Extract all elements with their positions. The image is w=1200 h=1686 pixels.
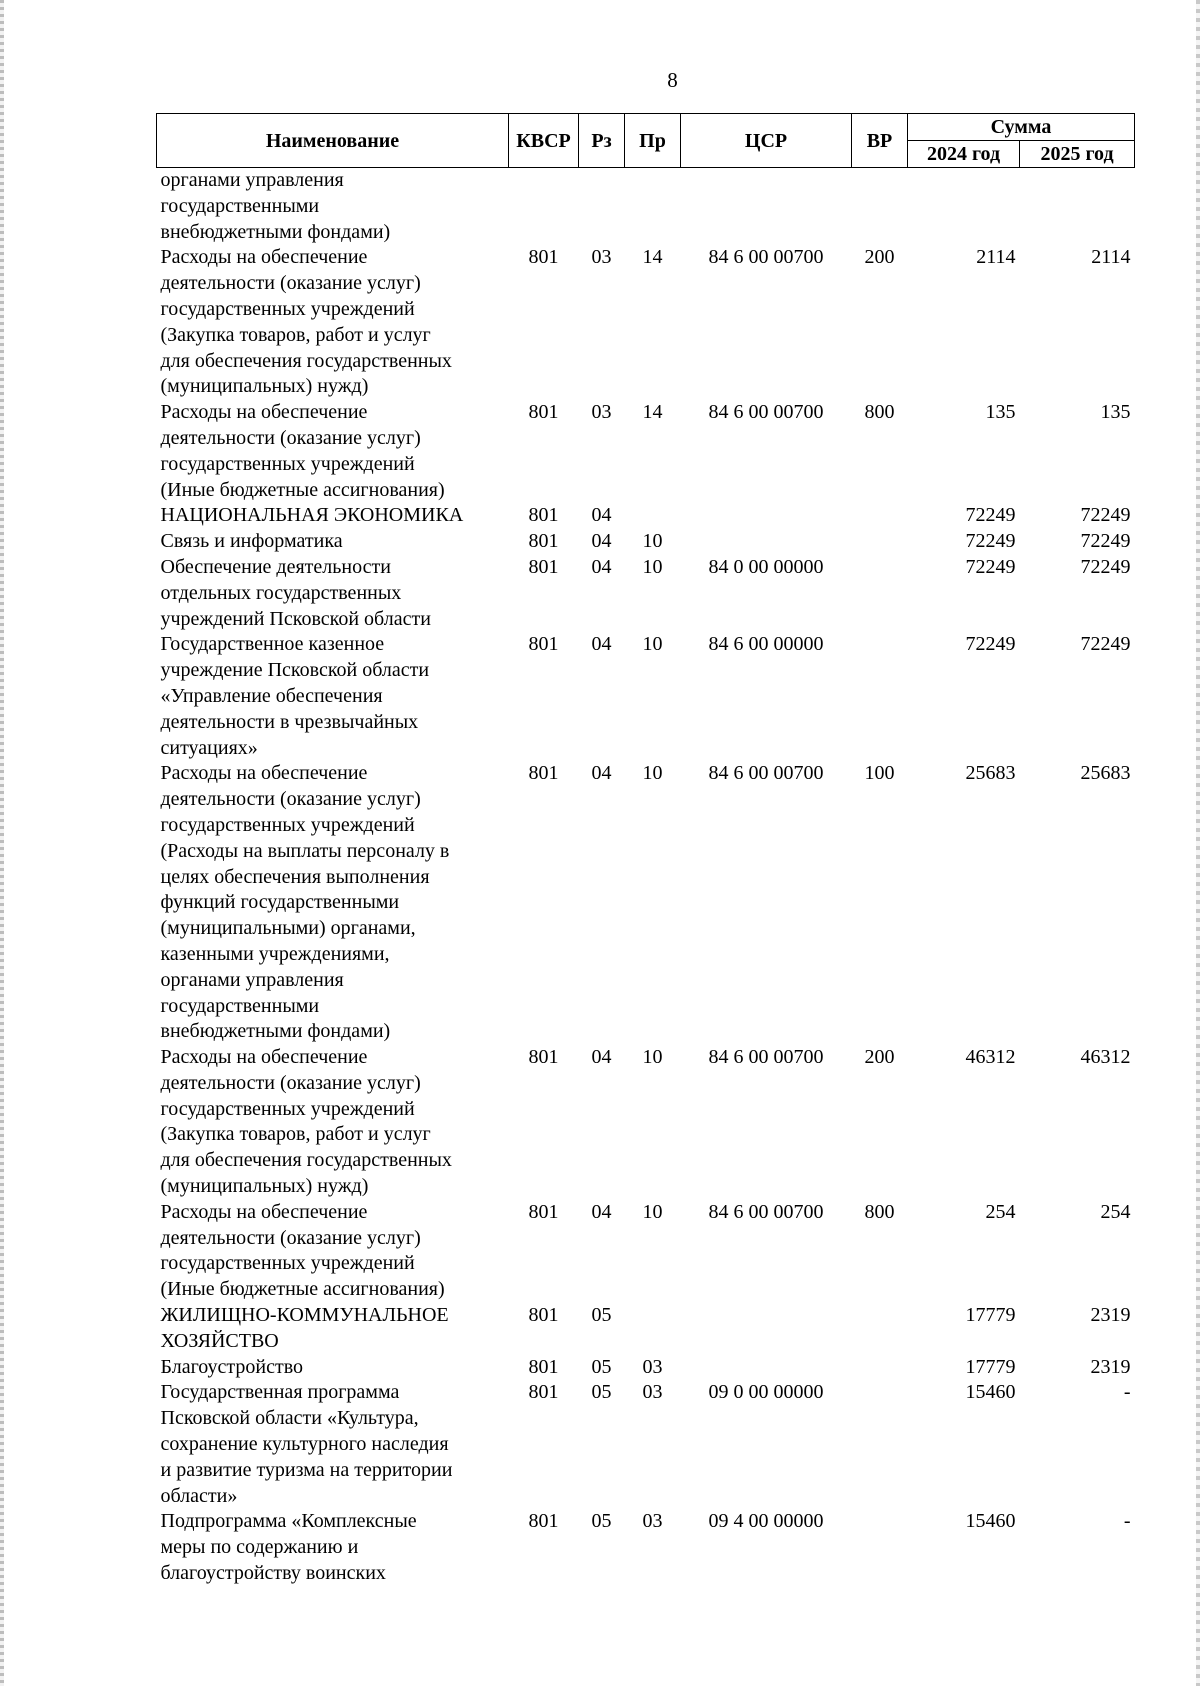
table-row: [157, 1200, 1135, 1303]
cell-name: Благоустройство: [160, 1355, 304, 1378]
cell-sum-2025: 2114: [1091, 246, 1131, 269]
cell-vr: 800: [864, 401, 895, 424]
budget-table: [156, 113, 1135, 1587]
cell-sum-2025: 2319: [1090, 1355, 1131, 1378]
cell-pr: 10: [642, 1046, 663, 1069]
cell-sum-2025: 72249: [1080, 504, 1131, 527]
cell-vr: [852, 503, 908, 529]
table-header: [157, 114, 1135, 168]
cell-rz: 04: [591, 762, 612, 785]
header-vr: ВР: [852, 114, 908, 168]
cell-name: ЖИЛИЩНО-КОММУНАЛЬНОЕ ХОЗЯЙСТВО: [160, 1304, 449, 1352]
cell-vr: [852, 555, 908, 632]
cell-rz: 04: [591, 633, 612, 656]
cell-pr: [625, 168, 681, 246]
cell-name: Расходы на обеспечение деятельности (оказание услуг) государственных учреждений (Закупка товаров, работ и услуг для обеспечения государственных (муниципальных) нужд): [160, 246, 452, 398]
table-row: [157, 761, 1135, 1045]
cell-sum-2024: [908, 168, 1020, 246]
cell-rz: 03: [591, 246, 612, 269]
cell-kvsr: 801: [528, 504, 559, 527]
cell-sum-2025: -: [1123, 1381, 1131, 1404]
cell-pr: 10: [642, 555, 663, 578]
cell-vr: [852, 1380, 908, 1509]
cell-csr: 84 6 00 00700: [708, 246, 824, 269]
header-year-2024: 2024 год: [908, 141, 1020, 168]
scan-edge-left: [0, 0, 4, 1686]
cell-sum-2025: -: [1123, 1510, 1131, 1533]
cell-csr: [681, 1303, 852, 1355]
cell-sum-2025: 254: [1100, 1200, 1131, 1223]
cell-rz: 05: [591, 1355, 612, 1378]
cell-sum-2025: 46312: [1080, 1046, 1131, 1069]
table-row: [157, 168, 1135, 246]
cell-csr: 84 6 00 00700: [708, 1046, 824, 1069]
cell-rz: [579, 168, 625, 246]
cell-pr: 10: [642, 633, 663, 656]
cell-sum-2024: 17779: [965, 1355, 1016, 1378]
cell-kvsr: 801: [528, 401, 559, 424]
cell-csr: [681, 529, 852, 555]
cell-csr: 84 6 00 00700: [708, 1200, 824, 1223]
cell-kvsr: 801: [528, 1304, 559, 1327]
cell-kvsr: [509, 168, 579, 246]
cell-kvsr: 801: [528, 246, 559, 269]
header-csr: ЦСР: [681, 114, 852, 168]
cell-rz: 04: [591, 504, 612, 527]
cell-csr: 84 0 00 00000: [708, 555, 824, 578]
header-kvsr: КВСР: [509, 114, 579, 168]
cell-sum-2025: 72249: [1080, 555, 1131, 578]
cell-pr: 03: [642, 1381, 663, 1404]
page-number: 8: [667, 68, 678, 92]
cell-pr: 03: [642, 1510, 663, 1533]
cell-name: Подпрограмма «Комплексные меры по содержанию и благоустройству воинских: [160, 1510, 417, 1585]
table-body: [157, 168, 1135, 1587]
cell-kvsr: 801: [528, 555, 559, 578]
cell-vr: [852, 1355, 908, 1381]
cell-csr: 84 6 00 00000: [708, 633, 824, 656]
cell-kvsr: 801: [528, 1381, 559, 1404]
cell-rz: 05: [591, 1510, 612, 1533]
cell-sum-2025: 135: [1100, 401, 1131, 424]
scan-edge-right: [1196, 0, 1200, 1686]
cell-kvsr: 801: [528, 1510, 559, 1533]
cell-vr: [852, 529, 908, 555]
cell-sum-2024: 46312: [965, 1046, 1016, 1069]
cell-sum-2024: 15460: [965, 1510, 1016, 1533]
cell-csr: [681, 1355, 852, 1381]
cell-kvsr: 801: [528, 1200, 559, 1223]
table-row: [157, 1303, 1135, 1355]
cell-rz: 04: [591, 530, 612, 553]
cell-rz: 03: [591, 401, 612, 424]
header-name: Наименование: [157, 114, 509, 168]
cell-sum-2025: [1020, 168, 1135, 246]
cell-sum-2024: 15460: [965, 1381, 1016, 1404]
cell-pr: 10: [642, 1200, 663, 1223]
table-row: [157, 555, 1135, 632]
cell-vr: 200: [864, 1046, 895, 1069]
cell-sum-2025: 25683: [1080, 762, 1131, 785]
cell-kvsr: 801: [528, 762, 559, 785]
cell-name: Расходы на обеспечение деятельности (оказание услуг) государственных учреждений (Иные бюджетные ассигнования): [160, 401, 445, 501]
cell-vr: 100: [864, 762, 895, 785]
table-row: [157, 529, 1135, 555]
cell-sum-2024: 135: [985, 401, 1016, 424]
cell-name: Расходы на обеспечение деятельности (оказание услуг) государственных учреждений (Иные бюджетные ассигнования): [160, 1200, 445, 1301]
cell-name: НАЦИОНАЛЬНАЯ ЭКОНОМИКА: [160, 504, 464, 527]
cell-rz: 04: [591, 1046, 612, 1069]
cell-vr: [852, 1509, 908, 1586]
cell-sum-2024: 254: [985, 1200, 1016, 1223]
cell-sum-2025: 72249: [1080, 633, 1131, 656]
cell-sum-2024: 72249: [965, 555, 1016, 578]
cell-csr: 09 0 00 00000: [708, 1381, 824, 1404]
cell-sum-2025: 72249: [1080, 530, 1131, 553]
cell-pr: [625, 503, 681, 529]
cell-pr: 10: [642, 762, 663, 785]
cell-vr: [852, 1303, 908, 1355]
header-pr: Пр: [625, 114, 681, 168]
cell-pr: [625, 1303, 681, 1355]
cell-rz: 05: [591, 1381, 612, 1404]
table-row: [157, 1509, 1135, 1586]
cell-sum-2024: 17779: [965, 1304, 1016, 1327]
cell-name: Обеспечение деятельности отдельных государственных учреждений Псковской области: [160, 555, 431, 630]
table-row: [157, 1355, 1135, 1381]
table-row: [157, 245, 1135, 400]
cell-csr: [681, 168, 852, 246]
cell-pr: 03: [642, 1355, 663, 1378]
cell-name: органами управления государственными внебюджетными фондами): [160, 169, 391, 243]
cell-sum-2024: 72249: [965, 504, 1016, 527]
table-row: [157, 400, 1135, 503]
cell-sum-2024: 2114: [976, 246, 1016, 269]
cell-name: Связь и информатика: [160, 530, 343, 553]
cell-kvsr: 801: [528, 1355, 559, 1378]
cell-name: Государственная программа Псковской области «Культура, сохранение культурного наследия и развитие туризма на территории области»: [160, 1381, 453, 1507]
cell-vr: [852, 168, 908, 246]
table-row: [157, 1380, 1135, 1509]
table-row: [157, 632, 1135, 761]
cell-name: Расходы на обеспечение деятельности (оказание услуг) государственных учреждений (Расходы на выплаты персоналу в целях обеспечения выполнения функций государственными (муниципальными) органами, казенными учреждениями, органами управления государственными внебюджетными фондами): [160, 762, 450, 1043]
cell-csr: 84 6 00 00700: [708, 762, 824, 785]
header-rz: Рз: [579, 114, 625, 168]
cell-vr: 800: [864, 1200, 895, 1223]
cell-sum-2025: 2319: [1090, 1304, 1131, 1327]
header-sum: Сумма: [908, 114, 1135, 141]
cell-rz: 05: [591, 1304, 612, 1327]
cell-sum-2024: 72249: [965, 633, 1016, 656]
cell-name: Государственное казенное учреждение Псковской области «Управление обеспечения деятельности в чрезвычайных ситуациях»: [160, 633, 430, 759]
cell-pr: 14: [642, 246, 663, 269]
table-row: [157, 503, 1135, 529]
cell-vr: 200: [864, 246, 895, 269]
cell-name: Расходы на обеспечение деятельности (оказание услуг) государственных учреждений (Закупка товаров, работ и услуг для обеспечения государственных (муниципальных) нужд): [160, 1046, 452, 1198]
cell-pr: 14: [642, 401, 663, 424]
cell-rz: 04: [591, 1200, 612, 1223]
table-row: [157, 1045, 1135, 1200]
cell-csr: 84 6 00 00700: [708, 401, 824, 424]
cell-csr: 09 4 00 00000: [708, 1510, 824, 1533]
cell-pr: 10: [642, 530, 663, 553]
cell-sum-2024: 25683: [965, 762, 1016, 785]
cell-rz: 04: [591, 555, 612, 578]
header-year-2025: 2025 год: [1020, 141, 1135, 168]
cell-csr: [681, 503, 852, 529]
cell-kvsr: 801: [528, 1046, 559, 1069]
cell-vr: [852, 632, 908, 761]
cell-sum-2024: 72249: [965, 530, 1016, 553]
cell-kvsr: 801: [528, 633, 559, 656]
cell-kvsr: 801: [528, 530, 559, 553]
